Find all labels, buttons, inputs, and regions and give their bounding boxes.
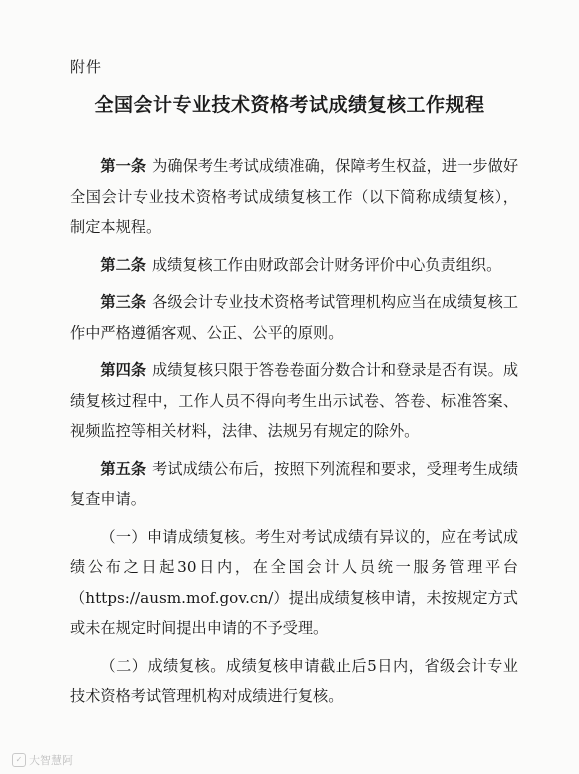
- item-2: （二）成绩复核。成绩复核申请截止后5日内，省级会计专业技术资格考试管理机构对成绩进行复核。: [70, 656, 518, 705]
- article-number: 第二条: [100, 255, 146, 274]
- article-text: 各级会计专业技术资格考试管理机构应当在成绩复核工作中严格遵循客观、公正、公平的原则。: [70, 293, 519, 342]
- article-text: 考试成绩公布后，按照下列流程和要求，受理考生成绩复查申请。: [70, 459, 519, 508]
- article-1: [70, 151, 518, 243]
- article-4: [70, 355, 518, 447]
- article-text: 为确保考生考试成绩准确，保障考生权益，进一步做好全国会计专业技术资格考试成绩复核工作（以下简称成绩复核），制定本规程。: [70, 157, 519, 236]
- article-5: [70, 454, 518, 515]
- article-number: 第一条: [100, 157, 147, 175]
- article-text: 成绩复核工作由财政部会计财务评价中心负责组织。: [151, 255, 502, 274]
- watermark-text: 大智慧阿: [29, 754, 73, 767]
- article-text: 成绩复核只限于答卷卷面分数合计和登录是否有误。成绩复核过程中，工作人员不得向考生出示试卷、答卷、标准答案、视频监控等相关材料，法律、法规另有规定的除外。: [70, 361, 519, 440]
- stamp-icon: ✓: [12, 753, 26, 767]
- attachment-label: 附件: [70, 58, 103, 76]
- article-number: 第三条: [100, 293, 147, 311]
- article-number: 第四条: [100, 361, 147, 379]
- article-number: 第五条: [100, 459, 147, 478]
- item-1: （一）申请成绩复核。考生对考试成绩有异议的，应在考试成绩公布之日起30日内，在全国会计人员统一服务管理平台（https://ausm.mof.gov.cn/）提出成绩复核申请，未按规定方式或未在规定时间提出申请的不予受理。: [70, 527, 518, 637]
- article-3: [70, 287, 518, 348]
- article-2: [70, 250, 518, 281]
- watermark: [12, 752, 73, 768]
- document-title: 全国会计专业技术资格考试成绩复核工作规程: [94, 94, 485, 116]
- document-body: [70, 151, 518, 719]
